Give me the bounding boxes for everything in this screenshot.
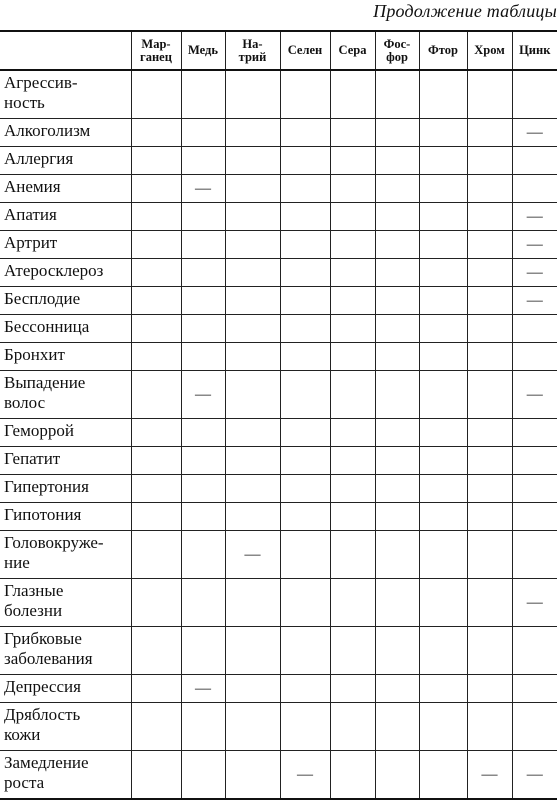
cell-copper: [181, 203, 225, 231]
cell-selenium: [280, 447, 330, 475]
cell-selenium: [280, 147, 330, 175]
cell-manganese: [131, 315, 181, 343]
cell-sulfur: [330, 287, 375, 315]
cell-fluorine: [419, 627, 467, 675]
row-label-condition: Замедление роста: [0, 751, 131, 800]
cell-zinc: —: [512, 371, 557, 419]
cell-chromium: [467, 203, 512, 231]
cell-zinc: —: [512, 751, 557, 800]
cell-phosphorus: [375, 70, 419, 119]
cell-manganese: [131, 343, 181, 371]
cell-copper: [181, 579, 225, 627]
row-label-condition: Бронхит: [0, 343, 131, 371]
table-row: [0, 475, 557, 503]
cell-zinc: [512, 175, 557, 203]
row-label-condition: Гипертония: [0, 475, 131, 503]
cell-manganese: [131, 751, 181, 800]
cell-selenium: [280, 70, 330, 119]
column-header-zinc: Цинк: [512, 31, 557, 70]
cell-manganese: [131, 447, 181, 475]
cell-zinc: —: [512, 287, 557, 315]
cell-fluorine: [419, 579, 467, 627]
cell-fluorine: [419, 751, 467, 800]
cell-sodium: [225, 503, 280, 531]
cell-sodium: [225, 287, 280, 315]
cell-phosphorus: [375, 503, 419, 531]
table-row: [0, 343, 557, 371]
cell-chromium: [467, 315, 512, 343]
cell-sodium: [225, 175, 280, 203]
cell-copper: [181, 231, 225, 259]
cell-sulfur: [330, 231, 375, 259]
cell-sulfur: [330, 371, 375, 419]
cell-sodium: [225, 579, 280, 627]
cell-fluorine: [419, 259, 467, 287]
cell-phosphorus: [375, 703, 419, 751]
table-row: [0, 315, 557, 343]
cell-zinc: [512, 419, 557, 447]
cell-sodium: —: [225, 531, 280, 579]
cell-copper: [181, 419, 225, 447]
cell-copper: [181, 287, 225, 315]
cell-selenium: [280, 503, 330, 531]
cell-sodium: [225, 447, 280, 475]
column-header-manganese: Мар- ганец: [131, 31, 181, 70]
cell-sulfur: [330, 203, 375, 231]
cell-fluorine: [419, 315, 467, 343]
row-label-condition: Артрит: [0, 231, 131, 259]
cell-phosphorus: [375, 371, 419, 419]
cell-fluorine: [419, 287, 467, 315]
cell-chromium: [467, 287, 512, 315]
cell-phosphorus: [375, 287, 419, 315]
cell-manganese: [131, 203, 181, 231]
cell-chromium: [467, 259, 512, 287]
cell-sulfur: [330, 315, 375, 343]
table-row: [0, 447, 557, 475]
column-header-condition: [0, 31, 131, 70]
table-row: [0, 579, 557, 627]
cell-selenium: —: [280, 751, 330, 800]
cell-copper: [181, 70, 225, 119]
cell-selenium: [280, 475, 330, 503]
cell-phosphorus: [375, 175, 419, 203]
cell-zinc: [512, 315, 557, 343]
column-header-sulfur: Сера: [330, 31, 375, 70]
cell-sodium: [225, 203, 280, 231]
cell-zinc: [512, 627, 557, 675]
cell-chromium: [467, 627, 512, 675]
row-label-condition: Геморрой: [0, 419, 131, 447]
cell-phosphorus: [375, 579, 419, 627]
cell-chromium: —: [467, 751, 512, 800]
cell-sodium: [225, 147, 280, 175]
cell-chromium: [467, 419, 512, 447]
cell-selenium: [280, 627, 330, 675]
cell-zinc: [512, 447, 557, 475]
table-row: [0, 231, 557, 259]
cell-chromium: [467, 531, 512, 579]
row-label-condition: Анемия: [0, 175, 131, 203]
row-label-condition: Алкоголизм: [0, 119, 131, 147]
column-header-phosphorus: Фос- фор: [375, 31, 419, 70]
cell-chromium: [467, 475, 512, 503]
cell-sulfur: [330, 419, 375, 447]
table-row: [0, 287, 557, 315]
table-row: [0, 627, 557, 675]
cell-phosphorus: [375, 231, 419, 259]
table-row: [0, 119, 557, 147]
row-label-condition: Агрессив- ность: [0, 70, 131, 119]
cell-manganese: [131, 703, 181, 751]
cell-sodium: [225, 259, 280, 287]
cell-copper: [181, 531, 225, 579]
row-label-condition: Грибковые заболевания: [0, 627, 131, 675]
cell-sulfur: [330, 703, 375, 751]
cell-phosphorus: [375, 343, 419, 371]
cell-manganese: [131, 147, 181, 175]
row-label-condition: Гепатит: [0, 447, 131, 475]
cell-phosphorus: [375, 203, 419, 231]
cell-sulfur: [330, 503, 375, 531]
cell-sodium: [225, 119, 280, 147]
cell-manganese: [131, 259, 181, 287]
cell-copper: [181, 627, 225, 675]
cell-sodium: [225, 627, 280, 675]
row-label-condition: Бессонница: [0, 315, 131, 343]
cell-fluorine: [419, 371, 467, 419]
cell-zinc: —: [512, 231, 557, 259]
cell-sulfur: [330, 447, 375, 475]
cell-chromium: [467, 371, 512, 419]
cell-copper: [181, 119, 225, 147]
cell-manganese: [131, 627, 181, 675]
column-header-selenium: Селен: [280, 31, 330, 70]
cell-phosphorus: [375, 475, 419, 503]
cell-sodium: [225, 231, 280, 259]
cell-sodium: [225, 343, 280, 371]
cell-fluorine: [419, 419, 467, 447]
column-header-copper: Медь: [181, 31, 225, 70]
cell-sodium: [225, 751, 280, 800]
nutrient-table: [0, 30, 557, 800]
cell-selenium: [280, 531, 330, 579]
cell-chromium: [467, 447, 512, 475]
cell-selenium: [280, 203, 330, 231]
cell-phosphorus: [375, 315, 419, 343]
cell-sulfur: [330, 579, 375, 627]
cell-fluorine: [419, 147, 467, 175]
cell-sulfur: [330, 627, 375, 675]
table-row: [0, 147, 557, 175]
cell-zinc: [512, 531, 557, 579]
cell-selenium: [280, 287, 330, 315]
cell-chromium: [467, 579, 512, 627]
cell-fluorine: [419, 231, 467, 259]
table-row: [0, 419, 557, 447]
cell-copper: [181, 343, 225, 371]
cell-copper: [181, 447, 225, 475]
table-row: [0, 203, 557, 231]
cell-selenium: [280, 675, 330, 703]
cell-fluorine: [419, 503, 467, 531]
cell-copper: [181, 703, 225, 751]
cell-phosphorus: [375, 259, 419, 287]
cell-fluorine: [419, 203, 467, 231]
cell-chromium: [467, 343, 512, 371]
cell-manganese: [131, 419, 181, 447]
cell-sodium: [225, 475, 280, 503]
row-label-condition: Глазные болезни: [0, 579, 131, 627]
row-label-condition: Атеросклероз: [0, 259, 131, 287]
cell-sodium: [225, 419, 280, 447]
row-label-condition: Дряблость кожи: [0, 703, 131, 751]
cell-zinc: —: [512, 203, 557, 231]
cell-fluorine: [419, 531, 467, 579]
row-label-condition: Головокруже- ние: [0, 531, 131, 579]
row-label-condition: Выпадение волос: [0, 371, 131, 419]
cell-fluorine: [419, 70, 467, 119]
cell-fluorine: [419, 343, 467, 371]
cell-chromium: [467, 147, 512, 175]
row-label-condition: Бесплодие: [0, 287, 131, 315]
cell-sulfur: [330, 675, 375, 703]
cell-selenium: [280, 419, 330, 447]
cell-manganese: [131, 287, 181, 315]
column-header-fluorine: Фтор: [419, 31, 467, 70]
row-label-condition: Аллергия: [0, 147, 131, 175]
cell-chromium: [467, 119, 512, 147]
cell-sodium: [225, 703, 280, 751]
cell-copper: —: [181, 371, 225, 419]
table-row: [0, 703, 557, 751]
cell-fluorine: [419, 675, 467, 703]
cell-chromium: [467, 231, 512, 259]
cell-sulfur: [330, 475, 375, 503]
cell-phosphorus: [375, 751, 419, 800]
cell-copper: [181, 315, 225, 343]
cell-phosphorus: [375, 447, 419, 475]
cell-phosphorus: [375, 675, 419, 703]
cell-selenium: [280, 119, 330, 147]
cell-manganese: [131, 531, 181, 579]
cell-phosphorus: [375, 419, 419, 447]
cell-manganese: [131, 579, 181, 627]
cell-sulfur: [330, 175, 375, 203]
table-row: [0, 259, 557, 287]
cell-manganese: [131, 371, 181, 419]
header-row: [0, 31, 557, 70]
cell-zinc: [512, 703, 557, 751]
cell-sulfur: [330, 259, 375, 287]
column-header-chromium: Хром: [467, 31, 512, 70]
cell-copper: [181, 259, 225, 287]
cell-selenium: [280, 315, 330, 343]
cell-selenium: [280, 259, 330, 287]
cell-chromium: [467, 703, 512, 751]
cell-copper: [181, 751, 225, 800]
cell-manganese: [131, 175, 181, 203]
cell-sulfur: [330, 119, 375, 147]
cell-phosphorus: [375, 531, 419, 579]
cell-sulfur: [330, 531, 375, 579]
cell-fluorine: [419, 475, 467, 503]
cell-selenium: [280, 703, 330, 751]
table-row: [0, 175, 557, 203]
cell-copper: [181, 147, 225, 175]
cell-sulfur: [330, 70, 375, 119]
table-row: [0, 503, 557, 531]
cell-sodium: [225, 675, 280, 703]
cell-phosphorus: [375, 147, 419, 175]
table-row: [0, 70, 557, 119]
cell-fluorine: [419, 175, 467, 203]
row-label-condition: Апатия: [0, 203, 131, 231]
table-caption: Продолжение таблицы: [373, 1, 557, 21]
cell-fluorine: [419, 703, 467, 751]
cell-chromium: [467, 503, 512, 531]
table-row: [0, 531, 557, 579]
cell-copper: —: [181, 175, 225, 203]
cell-sodium: [225, 371, 280, 419]
table-body: [0, 70, 557, 799]
cell-manganese: [131, 70, 181, 119]
table-row: [0, 751, 557, 800]
cell-copper: [181, 475, 225, 503]
cell-zinc: [512, 503, 557, 531]
cell-selenium: [280, 579, 330, 627]
cell-zinc: —: [512, 259, 557, 287]
cell-zinc: —: [512, 579, 557, 627]
cell-chromium: [467, 175, 512, 203]
cell-zinc: [512, 147, 557, 175]
cell-sulfur: [330, 147, 375, 175]
cell-chromium: [467, 70, 512, 119]
table-row: [0, 675, 557, 703]
cell-sulfur: [330, 343, 375, 371]
row-label-condition: Депрессия: [0, 675, 131, 703]
cell-phosphorus: [375, 627, 419, 675]
cell-sodium: [225, 315, 280, 343]
cell-copper: —: [181, 675, 225, 703]
cell-sulfur: [330, 751, 375, 800]
cell-zinc: [512, 475, 557, 503]
cell-selenium: [280, 231, 330, 259]
cell-selenium: [280, 371, 330, 419]
cell-fluorine: [419, 447, 467, 475]
cell-manganese: [131, 475, 181, 503]
cell-phosphorus: [375, 119, 419, 147]
cell-fluorine: [419, 119, 467, 147]
cell-manganese: [131, 503, 181, 531]
row-label-condition: Гипотония: [0, 503, 131, 531]
cell-zinc: [512, 343, 557, 371]
cell-manganese: [131, 675, 181, 703]
cell-selenium: [280, 343, 330, 371]
cell-sodium: [225, 70, 280, 119]
cell-chromium: [467, 675, 512, 703]
column-header-sodium: На- трий: [225, 31, 280, 70]
table-row: [0, 371, 557, 419]
cell-selenium: [280, 175, 330, 203]
cell-manganese: [131, 119, 181, 147]
cell-copper: [181, 503, 225, 531]
cell-manganese: [131, 231, 181, 259]
cell-zinc: [512, 70, 557, 119]
cell-zinc: [512, 675, 557, 703]
cell-zinc: —: [512, 119, 557, 147]
